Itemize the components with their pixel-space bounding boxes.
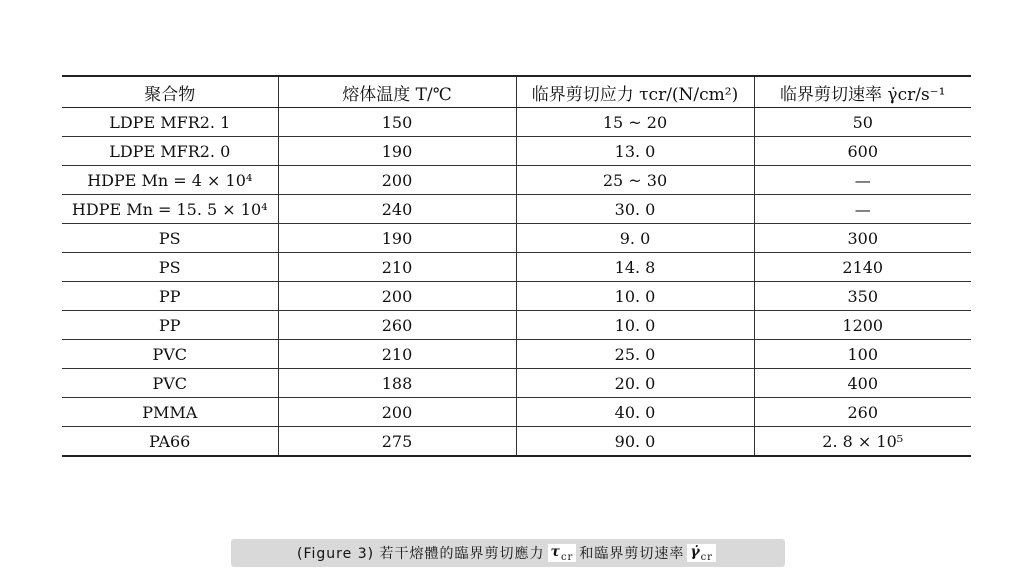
cell-shear-stress: 20. 0 bbox=[516, 369, 754, 398]
cell-shear-stress: 13. 0 bbox=[516, 137, 754, 166]
cell-shear-rate: 100 bbox=[754, 340, 971, 369]
cell-polymer: PP bbox=[62, 311, 278, 340]
table-row bbox=[62, 137, 971, 166]
cell-temperature: 210 bbox=[278, 340, 516, 369]
shear-rate-symbol: $\gammȧ_{cr}$ bbox=[687, 544, 716, 563]
table-row bbox=[62, 369, 971, 398]
cell-shear-rate: 2. 8 × 10⁵ bbox=[754, 427, 971, 457]
header-polymer: 聚合物 bbox=[62, 76, 278, 108]
cell-polymer: PP bbox=[62, 282, 278, 311]
table-row bbox=[62, 427, 971, 457]
cell-temperature: 188 bbox=[278, 369, 516, 398]
cell-polymer: PS bbox=[62, 224, 278, 253]
cell-shear-stress: 9. 0 bbox=[516, 224, 754, 253]
shear-stress-symbol: $\tau_{cr}$ bbox=[548, 544, 577, 563]
cell-polymer: LDPE MFR2. 0 bbox=[62, 137, 278, 166]
table-row bbox=[62, 282, 971, 311]
cell-shear-rate: 600 bbox=[754, 137, 971, 166]
cell-temperature: 150 bbox=[278, 108, 516, 137]
cell-shear-stress: 25 ~ 30 bbox=[516, 166, 754, 195]
table-row bbox=[62, 398, 971, 427]
cell-temperature: 190 bbox=[278, 137, 516, 166]
cell-temperature: 200 bbox=[278, 282, 516, 311]
table-row bbox=[62, 195, 971, 224]
table-row bbox=[62, 108, 971, 137]
cell-shear-rate: 300 bbox=[754, 224, 971, 253]
cell-shear-stress: 10. 0 bbox=[516, 282, 754, 311]
cell-temperature: 200 bbox=[278, 166, 516, 195]
cell-shear-stress: 15 ~ 20 bbox=[516, 108, 754, 137]
table-row bbox=[62, 224, 971, 253]
cell-polymer: PVC bbox=[62, 340, 278, 369]
cell-polymer: PVC bbox=[62, 369, 278, 398]
cell-shear-rate: — bbox=[754, 195, 971, 224]
cell-temperature: 260 bbox=[278, 311, 516, 340]
cell-shear-rate: 260 bbox=[754, 398, 971, 427]
cell-shear-rate: 1200 bbox=[754, 311, 971, 340]
cell-shear-rate: 50 bbox=[754, 108, 971, 137]
caption-prefix: (Figure 3) 若干熔體的臨界剪切應力 bbox=[297, 546, 545, 562]
cell-shear-rate: 2140 bbox=[754, 253, 971, 282]
cell-shear-rate: 400 bbox=[754, 369, 971, 398]
table-row bbox=[62, 253, 971, 282]
cell-shear-rate: 350 bbox=[754, 282, 971, 311]
cell-shear-stress: 40. 0 bbox=[516, 398, 754, 427]
cell-shear-rate: — bbox=[754, 166, 971, 195]
figure-caption bbox=[231, 539, 785, 567]
cell-shear-stress: 90. 0 bbox=[516, 427, 754, 457]
table-header-row bbox=[62, 76, 971, 108]
header-melt-temperature: 熔体温度 T/℃ bbox=[278, 76, 516, 108]
cell-shear-stress: 25. 0 bbox=[516, 340, 754, 369]
cell-temperature: 275 bbox=[278, 427, 516, 457]
header-critical-shear-rate: 临界剪切速率 γ̇cr/s⁻¹ bbox=[754, 76, 971, 108]
table-row bbox=[62, 340, 971, 369]
header-critical-shear-stress: 临界剪切应力 τcr/(N/cm²) bbox=[516, 76, 754, 108]
cell-shear-stress: 30. 0 bbox=[516, 195, 754, 224]
cell-polymer: PA66 bbox=[149, 431, 191, 451]
table-row bbox=[62, 311, 971, 340]
cell-polymer: HDPE Mn = 15. 5 × 10⁴ bbox=[62, 195, 278, 224]
cell-polymer: PMMA bbox=[62, 398, 278, 427]
cell-temperature: 200 bbox=[278, 398, 516, 427]
cell-polymer: PS bbox=[62, 253, 278, 282]
table-row bbox=[62, 166, 971, 195]
cell-temperature: 190 bbox=[278, 224, 516, 253]
cell-shear-stress: 14. 8 bbox=[516, 253, 754, 282]
cell-shear-stress: 10. 0 bbox=[516, 311, 754, 340]
polymer-shear-table bbox=[62, 75, 971, 457]
caption-middle: 和臨界剪切速率 bbox=[579, 546, 685, 562]
cell-temperature: 210 bbox=[278, 253, 516, 282]
cell-polymer: LDPE MFR2. 1 bbox=[62, 108, 278, 137]
cell-polymer: HDPE Mn = 4 × 10⁴ bbox=[62, 166, 278, 195]
cell-temperature: 240 bbox=[278, 195, 516, 224]
